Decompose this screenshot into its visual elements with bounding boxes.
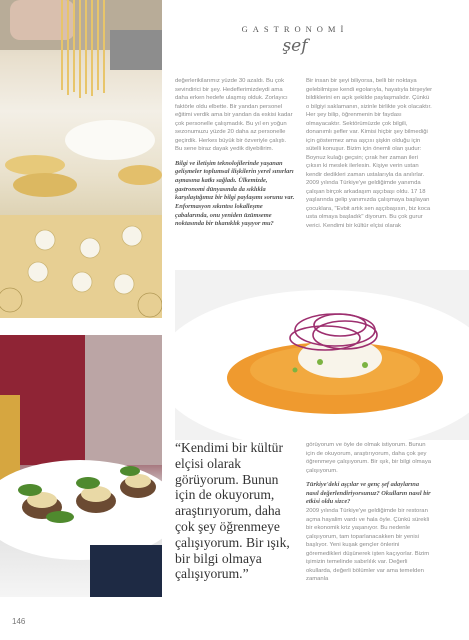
magazine-header: [175, 24, 415, 56]
mushroom-illustration: [0, 335, 162, 597]
interview-question: Türkiye'deki aşçılar ve genç şef adaylarına nasıl değerlendiriyorsunuz? Okulların nasıl bir etkisi oldu sizce?: [306, 481, 431, 506]
stuffed-mushroom-photo: [0, 335, 162, 597]
section-brand: GASTRONOMİ: [241, 24, 349, 34]
text-column-3: [306, 441, 432, 584]
pasta-photo: [0, 0, 162, 318]
text-column-1: [175, 77, 295, 229]
interview-question: Bilgi ve iletişim teknolojilerinde yaşanan gelişmeler toplumsal ilişkilerin yerel sınırları aşmasına katkı sağladı. Ülkemizde, gastronomi dünyasında da sıklıkla karşılaştığımız bir bilgi paylaşımı sorunu var. Enformasyon sıkıntısı lokalleşme çabalarında, onu yeniden üzümseme noktasında bir tıkanıklık yaşıyor mu?: [175, 159, 295, 228]
paragraph: Bir insan bir şeyi biliyorsa, belli bir noktaya gelebilmişse kendi egolarıyla, hayatıyla birşeyler bildiklerini en açık şekilde paylaşmalıdır. Çünkü o bilgiyi saklamanın, sizinle birlikte yok olacaktır. Her şey bilip, öğrenmenin bir faydası olmayacaktır. Sektörümüzde çok bilgili, donanımlı şefler var. Kimisi hiçbir şey bilmediği için göstermez ama aşçısı şişkin olduğu için sütelli konuşur. Bizim için önemli olan şudur: Boynuz kulağı geçsin; çırak her zaman ileri çıksın ki meslek ilerlesin. Kişiye verin ustan kendir dedikleri zaman ustalarıyla da anılırlar. 2009 yılında Türkiye'ye geldiğimde yanımda çalışan birçok arkadaşım aşçıbaşı oldu. 17 18 yaşlarında gelip yanımızda çalışmaya başlayan çocuklara, "Evbit artık sen aşçıbaşısın, biz koca usta olmaya başladık" diyorum. Bu çok gurur verici. Kendimi bir kültür elçisi olarak: [306, 78, 433, 229]
page-number: 146: [12, 617, 26, 626]
pasta-illustration: [0, 0, 162, 318]
paragraph: değerlerikilarımız yüzde 30 azaldı. Bu çok sevindirici bir şey. Hedeflerimizdeydi ama daha erken hedefe ulaşmış olduk. Zorlayıcı faktörle oldu elbette. Bir yandan personel eğitimi verdik ama bir yandan da eskisi kadar çok personelle çalışmadık. Bu yıl en yoğun sezonumuzu yüzde 20 daha az personelle geçirdik. Herkes büyük bir özveriyle çalıştı. Bu sene biraz dayak yedik diyebilirim.: [175, 78, 293, 152]
paragraph: 2009 yılında Türkiye'ye geldiğimde bir restoran açma hayalim vardı ve hala öyle. Çünkü sürekli bir ekonomik kriz yaşanıyor. Bu nedenle çalışıyorum, tam toparlanacakken bir yenisi başlıyor. Yeni kuşak gençler önlerini göremedikleri düşünerek işten kaçıyorlar. Bizim işimizin temelinde sabırlılık var. Değerli okullarda, değerli bölümler var ama temelden zamanla: [306, 508, 430, 583]
section-subtitle: şef: [282, 36, 308, 56]
text-column-2: [306, 77, 434, 230]
plate-dish-photo: [175, 270, 469, 440]
pull-quote: “Kendimi bir kültür elçisi olarak görüyorum. Bunun için de okuyorum, araştırıyorum, daha çok şey öğrenmeye çalışıyorum. Bir ışık, bir bilgi olmaya çalışıyorum.”: [175, 440, 290, 582]
paragraph: görüyorum ve öyle de olmak istiyorum. Bunun için de okuyorum, araştırıyorum, daha çok şey öğrenmeye çalışıyorum. Bir ışık, bir bilgi olmaya çalışıyorum.: [306, 442, 432, 474]
plate-illustration: [175, 270, 469, 440]
